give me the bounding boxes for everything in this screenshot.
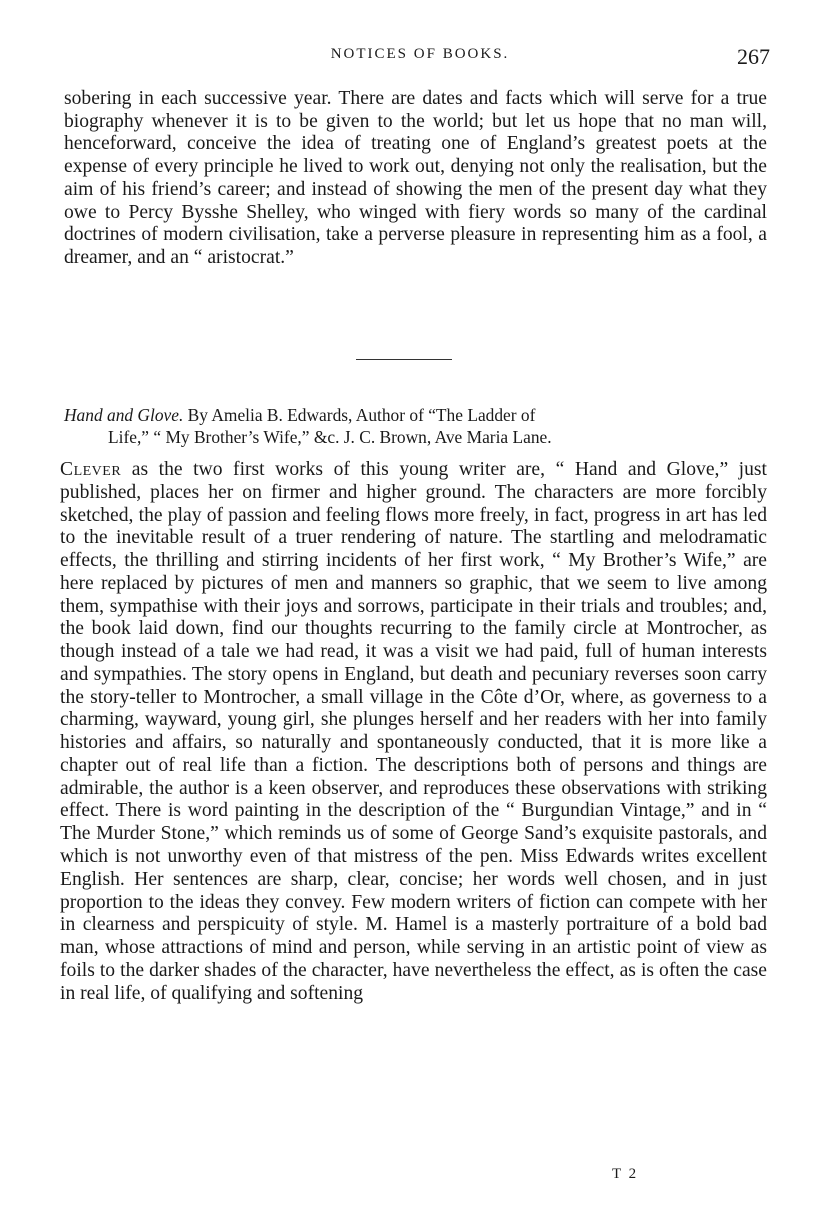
running-head (60, 44, 780, 72)
book-publisher-line: Life,” “ My Brother’s Wife,” &c. J. C. Brown, Ave Maria Lane. (108, 427, 552, 447)
book-author-line: By Amelia B. Edwards, Author of “The Ladder of (187, 405, 536, 425)
book-title: Hand and Glove. (64, 405, 184, 425)
review-opening-word: Clever (60, 459, 122, 480)
page-number: 267 (737, 44, 770, 69)
review-paragraph (60, 459, 767, 1005)
book-entry-heading (64, 404, 767, 448)
review-body: as the two first works of this young writer are, “ Hand and Glove,” just published, places her on firmer and higher ground. The characters are more forcibly sketched, the play of passion and feeling flows more freely, in fact, progress in art has led to the inevitable result of a truer rendering of nature. The startling and melodramatic effects, the thrilling and stirring incidents of her first work, “ My Brother’s Wife,” are here replaced by pictures of men and manners so graphic, that we seem to live among them, sympathise with their joys and sorrows, participate in their trials and troubles; and, the book laid down, find our thoughts recurring to the family circle at Montrocher, as though instead of a tale we had read, it was a visit we had paid, full of human interests and sympathies. The story opens in England, but death and pecuniary reverses soon carry the story-teller to Montrocher, a small village in the Côte d’Or, where, as governess to a charming, wayward, young girl, she plunges herself and her readers with her into family histories and affairs, so naturally and spontaneously conducted, that it is more like a chapter out of real life than a fiction. The descriptions both of persons and things are admirable, the author is a keen observer, and reproduces these observations with striking effect. There is word painting in the description of the “ Burgundian Vintage,” and in “ The Murder Stone,” which reminds us of some of George Sand’s exquisite pastorals, and which is not unworthy even of that mistress of the pen. Miss Edwards writes excellent English. Her sentences are sharp, clear, concise; her words well chosen, and in just proportion to the ideas they convey. Few modern writers of fiction can compete with her in clearness and perspicuity of style. M. Hamel is a masterly portraiture of a bold bad man, whose attractions of mind and person, while serving in an artistic point of view as foils to the darker shades of the character, have nevertheless the effect, as is often the case in real life, of qualifying and softening (60, 459, 767, 1004)
running-title: NOTICES OF BOOKS. (330, 46, 510, 62)
signature-mark: T 2 (612, 1166, 639, 1182)
continuation-paragraph: sobering in each successive year. There are dates and facts which will serve for a true biography whenever it is to be given to the world; but let us hope that no man will, henceforward, conceive the idea of treating one of England’s greatest poets at the expense of every principle he lived to work out, denying not only the realisation, but the aim of his friend’s career; and instead of showing the men of the present day what they owe to Percy Bysshe Shelley, who winged with fiery words so many of the cardinal doctrines of modern civilisation, take a perverse pleasure in representing him as a fool, a dreamer, and an “ aristocrat.” (64, 88, 767, 268)
section-divider (356, 359, 452, 360)
